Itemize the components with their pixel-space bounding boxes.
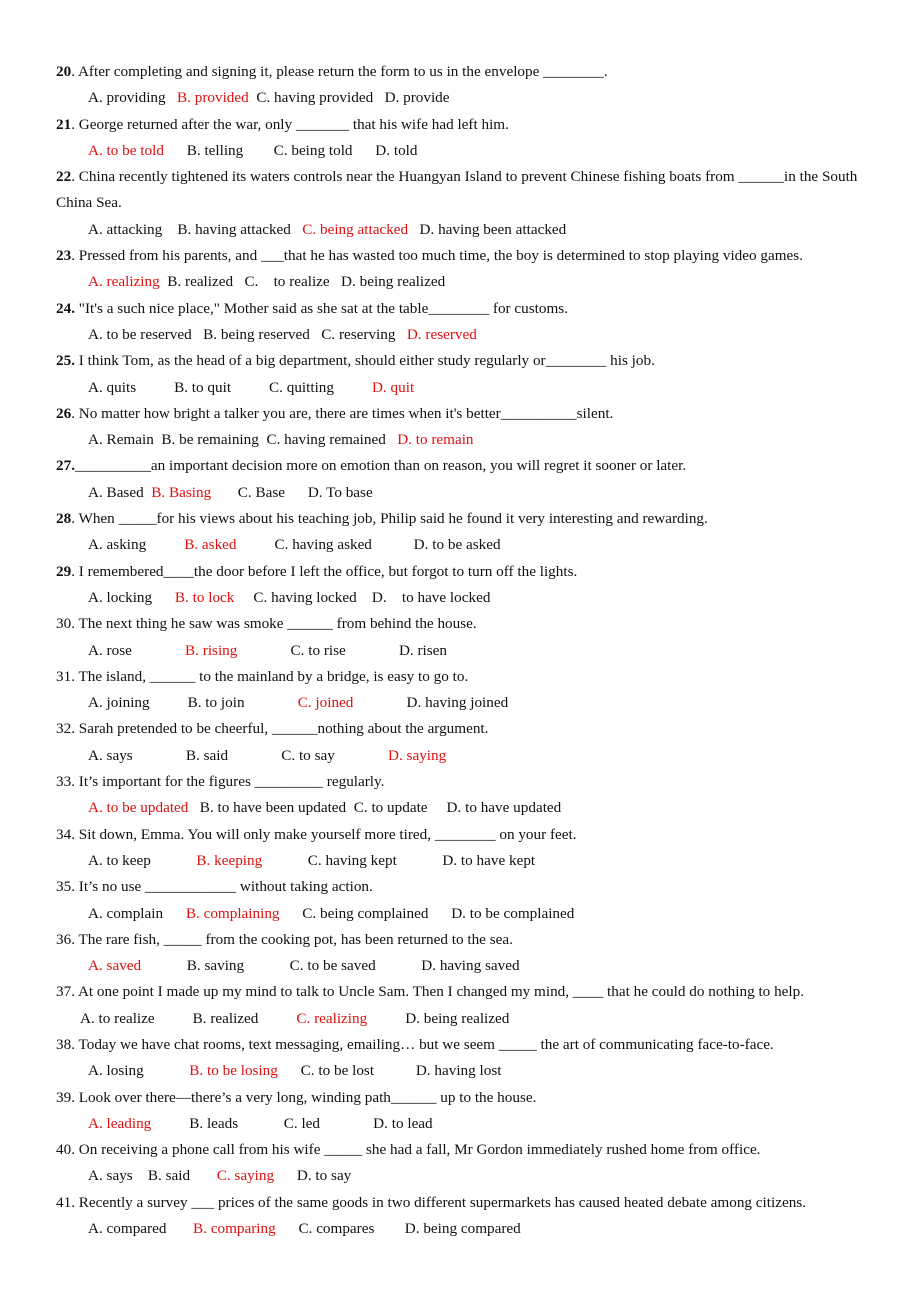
option: D. being realized bbox=[341, 273, 446, 291]
option: C. to say bbox=[281, 746, 335, 764]
answer-options bbox=[56, 1163, 866, 1189]
option: B. leads bbox=[189, 1114, 239, 1132]
option: D. to lead bbox=[373, 1114, 433, 1132]
correct-option: C. realizing bbox=[296, 1009, 368, 1027]
option: C. having kept bbox=[307, 851, 397, 869]
correct-option: B. keeping bbox=[196, 851, 263, 869]
question-stem bbox=[56, 664, 866, 690]
answer-options bbox=[56, 85, 866, 111]
question-stem bbox=[56, 164, 866, 217]
question-text: . Recently a survey ___ prices of the same goods in two different supermarkets has caused heated debate among citizens. bbox=[71, 1193, 806, 1211]
correct-option: A. to be told bbox=[88, 141, 164, 159]
correct-option: D. to remain bbox=[397, 431, 474, 449]
option: C. having provided bbox=[256, 89, 374, 107]
question-stem bbox=[56, 769, 866, 795]
option: D. being realized bbox=[405, 1009, 510, 1027]
answer-options bbox=[56, 795, 866, 821]
question-text: . At one point I made up my mind to talk to Uncle Sam. Then I changed my mind, ____ that he could do nothing to help. bbox=[71, 983, 805, 1001]
option: D. having been attacked bbox=[419, 220, 567, 238]
question-stem bbox=[56, 1190, 866, 1216]
question-number: 40 bbox=[56, 1141, 72, 1159]
option: B. having attacked bbox=[177, 220, 291, 238]
option: A. rose bbox=[88, 641, 132, 659]
option: C. being told bbox=[273, 141, 353, 159]
question-stem bbox=[56, 1085, 866, 1111]
question-text: . It’s important for the figures _________ regularly. bbox=[71, 773, 385, 791]
correct-option: A. leading bbox=[88, 1114, 152, 1132]
answer-options bbox=[56, 585, 866, 611]
answer-options bbox=[56, 138, 866, 164]
question-text: . Today we have chat rooms, text messaging, emailing… but we seem _____ the art of communicating face-to-face. bbox=[71, 1035, 774, 1053]
option: B. said bbox=[185, 746, 229, 764]
option: D. provide bbox=[384, 89, 450, 107]
correct-option: C. being attacked bbox=[302, 220, 409, 238]
option: B. be remaining bbox=[161, 431, 259, 449]
question-number: 31 bbox=[56, 667, 72, 685]
question-number: 21 bbox=[56, 115, 72, 133]
option: C. having locked bbox=[253, 588, 357, 606]
correct-option: B. to lock bbox=[174, 588, 235, 606]
option: A. providing bbox=[88, 89, 166, 107]
option: C. Base bbox=[237, 483, 286, 501]
answer-options bbox=[56, 848, 866, 874]
option: D. having saved bbox=[421, 957, 520, 975]
question-text: . The rare fish, _____ from the cooking pot, has been returned to the sea. bbox=[71, 930, 513, 948]
question-stem bbox=[56, 611, 866, 637]
question-number: 33 bbox=[56, 773, 72, 791]
correct-option: A. realizing bbox=[88, 273, 160, 291]
option: C. to realize bbox=[244, 273, 330, 291]
question-text: . The next thing he saw was smoke ______ from behind the house. bbox=[71, 615, 477, 633]
question-number: 39 bbox=[56, 1088, 72, 1106]
option: C. led bbox=[283, 1114, 321, 1132]
question-text: I think Tom, as the head of a big department, should either study regularly or________ his job. bbox=[74, 352, 655, 370]
option: D. To base bbox=[307, 483, 373, 501]
option: C. quitting bbox=[269, 378, 334, 396]
question-text: __________an important decision more on emotion than on reason, you will regret it sooner or later. bbox=[74, 457, 687, 475]
option: C. having asked bbox=[274, 536, 372, 554]
option: B. to have been updated bbox=[199, 799, 347, 817]
correct-option: B. rising bbox=[185, 641, 238, 659]
option: B. to quit bbox=[174, 378, 232, 396]
question-number: 25. bbox=[56, 352, 75, 370]
question-stem bbox=[56, 348, 866, 374]
question-stem bbox=[56, 453, 866, 479]
option: D. to have updated bbox=[446, 799, 562, 817]
option: A. to be reserved bbox=[88, 325, 192, 343]
answer-options bbox=[56, 322, 866, 348]
answer-options bbox=[56, 1058, 866, 1084]
question-text: . After completing and signing it, please return the form to us in the envelope ________. bbox=[71, 63, 608, 80]
option: A. asking bbox=[88, 536, 147, 554]
option: A. says bbox=[88, 746, 133, 764]
option: A. to realize bbox=[80, 1009, 155, 1027]
question-stem bbox=[56, 243, 866, 269]
option: D. to say bbox=[296, 1167, 352, 1185]
option: B. said bbox=[147, 1167, 191, 1185]
correct-option: D. reserved bbox=[406, 325, 477, 343]
option: B. being reserved bbox=[203, 325, 310, 343]
correct-option: B. complaining bbox=[185, 904, 280, 922]
answer-options bbox=[56, 901, 866, 927]
question-number: 32 bbox=[56, 720, 72, 738]
question-number: 26 bbox=[56, 404, 72, 422]
question-text: . Look over there—there’s a very long, winding path______ up to the house. bbox=[71, 1088, 537, 1106]
option: A. quits bbox=[88, 378, 137, 396]
question-number: 38 bbox=[56, 1035, 72, 1053]
question-number: 37 bbox=[56, 983, 72, 1001]
correct-option: B. comparing bbox=[193, 1220, 276, 1238]
question-text: . George returned after the war, only _______ that his wife had left him. bbox=[71, 115, 509, 133]
question-number: 20 bbox=[56, 63, 72, 80]
answer-options bbox=[56, 375, 866, 401]
answer-options bbox=[56, 1216, 866, 1242]
question-number: 22 bbox=[56, 168, 72, 186]
question-text: . On receiving a phone call from his wife _____ she had a fall, Mr Gordon immediately rushed home from office. bbox=[71, 1141, 761, 1159]
question-text: . The island, ______ to the mainland by a bridge, is easy to go to. bbox=[71, 667, 469, 685]
question-number: 36 bbox=[56, 930, 72, 948]
question-stem bbox=[56, 1137, 866, 1163]
option: C. to be lost bbox=[300, 1062, 375, 1080]
question-number: 23 bbox=[56, 247, 72, 265]
answer-options bbox=[56, 480, 866, 506]
option: A. locking bbox=[88, 588, 153, 606]
exercise-sheet bbox=[56, 59, 866, 1242]
question-number: 41 bbox=[56, 1193, 72, 1211]
question-stem bbox=[56, 874, 866, 900]
question-number: 35 bbox=[56, 878, 72, 896]
option: A. joining bbox=[88, 694, 150, 712]
option: D. having joined bbox=[406, 694, 509, 712]
option: C. to update bbox=[353, 799, 428, 817]
option: A. says bbox=[88, 1167, 133, 1185]
option: B. realized bbox=[192, 1009, 259, 1027]
question-number: 24. bbox=[56, 299, 75, 317]
option: D. being compared bbox=[404, 1220, 521, 1238]
question-text: . China recently tightened its waters controls near the Huangyan Island to prevent Chinese fishing boats from ______in the South China Sea. bbox=[56, 168, 858, 212]
question-stem bbox=[56, 506, 866, 532]
answer-options bbox=[56, 532, 866, 558]
question-number: 29 bbox=[56, 562, 72, 580]
option: C. to be saved bbox=[289, 957, 376, 975]
option: A. to keep bbox=[88, 851, 151, 869]
question-stem bbox=[56, 927, 866, 953]
option: A. complain bbox=[88, 904, 164, 922]
option: B. realized bbox=[167, 273, 234, 291]
option: D. having lost bbox=[415, 1062, 502, 1080]
option: B. saving bbox=[186, 957, 245, 975]
correct-option: B. provided bbox=[177, 89, 249, 107]
question-text: . Pressed from his parents, and ___that he has wasted too much time, the boy is determined to stop playing video games. bbox=[71, 247, 803, 265]
question-stem bbox=[56, 716, 866, 742]
question-number: 30 bbox=[56, 615, 72, 633]
answer-options bbox=[56, 427, 866, 453]
answer-options bbox=[56, 743, 866, 769]
correct-option: C. saying bbox=[216, 1167, 275, 1185]
option: D. to have locked bbox=[371, 588, 491, 606]
correct-option: D. saying bbox=[387, 746, 447, 764]
question-stem bbox=[56, 822, 866, 848]
question-number: 27. bbox=[56, 457, 75, 475]
question-text: . It’s no use ____________ without taking action. bbox=[71, 878, 373, 896]
option: C. having remained bbox=[266, 431, 386, 449]
option: A. compared bbox=[88, 1220, 167, 1238]
answer-options bbox=[56, 1006, 866, 1032]
question-stem bbox=[56, 401, 866, 427]
question-text: . Sarah pretended to be cheerful, ______nothing about the argument. bbox=[71, 720, 489, 738]
option: C. reserving bbox=[321, 325, 396, 343]
answer-options bbox=[56, 638, 866, 664]
question-number: 28 bbox=[56, 510, 72, 528]
answer-options bbox=[56, 953, 866, 979]
question-text: . No matter how bright a talker you are, there are times when it's better__________silent. bbox=[71, 404, 614, 422]
correct-option: B. to be losing bbox=[189, 1062, 278, 1080]
question-text: . I remembered____the door before I left the office, but forgot to turn off the lights. bbox=[71, 562, 578, 580]
question-number: 34 bbox=[56, 825, 72, 843]
answer-options bbox=[56, 1111, 866, 1137]
question-stem bbox=[56, 559, 866, 585]
option: A. attacking bbox=[88, 220, 163, 238]
answer-options bbox=[56, 690, 866, 716]
option: C. to rise bbox=[290, 641, 346, 659]
option: D. told bbox=[375, 141, 418, 159]
correct-option: B. Basing bbox=[151, 483, 212, 501]
option: B. telling bbox=[186, 141, 244, 159]
question-stem bbox=[56, 112, 866, 138]
option: D. to have kept bbox=[442, 851, 536, 869]
question-text: . Sit down, Emma. You will only make yourself more tired, ________ on your feet. bbox=[71, 825, 577, 843]
correct-option: A. to be updated bbox=[88, 799, 189, 817]
question-text: . When _____for his views about his teaching job, Philip said he found it very interesting and rewarding. bbox=[71, 510, 708, 528]
option: D. risen bbox=[398, 641, 448, 659]
correct-option: C. joined bbox=[297, 694, 354, 712]
correct-option: D. quit bbox=[371, 378, 415, 396]
correct-option: B. asked bbox=[184, 536, 237, 554]
answer-options bbox=[56, 217, 866, 243]
option: B. to join bbox=[187, 694, 245, 712]
option: C. compares bbox=[298, 1220, 375, 1238]
question-stem bbox=[56, 296, 866, 322]
option: A. losing bbox=[88, 1062, 144, 1080]
option: D. to be complained bbox=[451, 904, 575, 922]
question-stem bbox=[56, 1032, 866, 1058]
question-stem bbox=[56, 59, 866, 85]
option: A. Based bbox=[88, 483, 144, 501]
correct-option: A. saved bbox=[88, 957, 142, 975]
question-stem bbox=[56, 979, 866, 1005]
option: A. Remain bbox=[88, 431, 154, 449]
answer-options bbox=[56, 269, 866, 295]
question-text: "It's a such nice place," Mother said as she sat at the table________ for customs. bbox=[74, 299, 568, 317]
option: D. to be asked bbox=[413, 536, 501, 554]
option: C. being complained bbox=[302, 904, 429, 922]
